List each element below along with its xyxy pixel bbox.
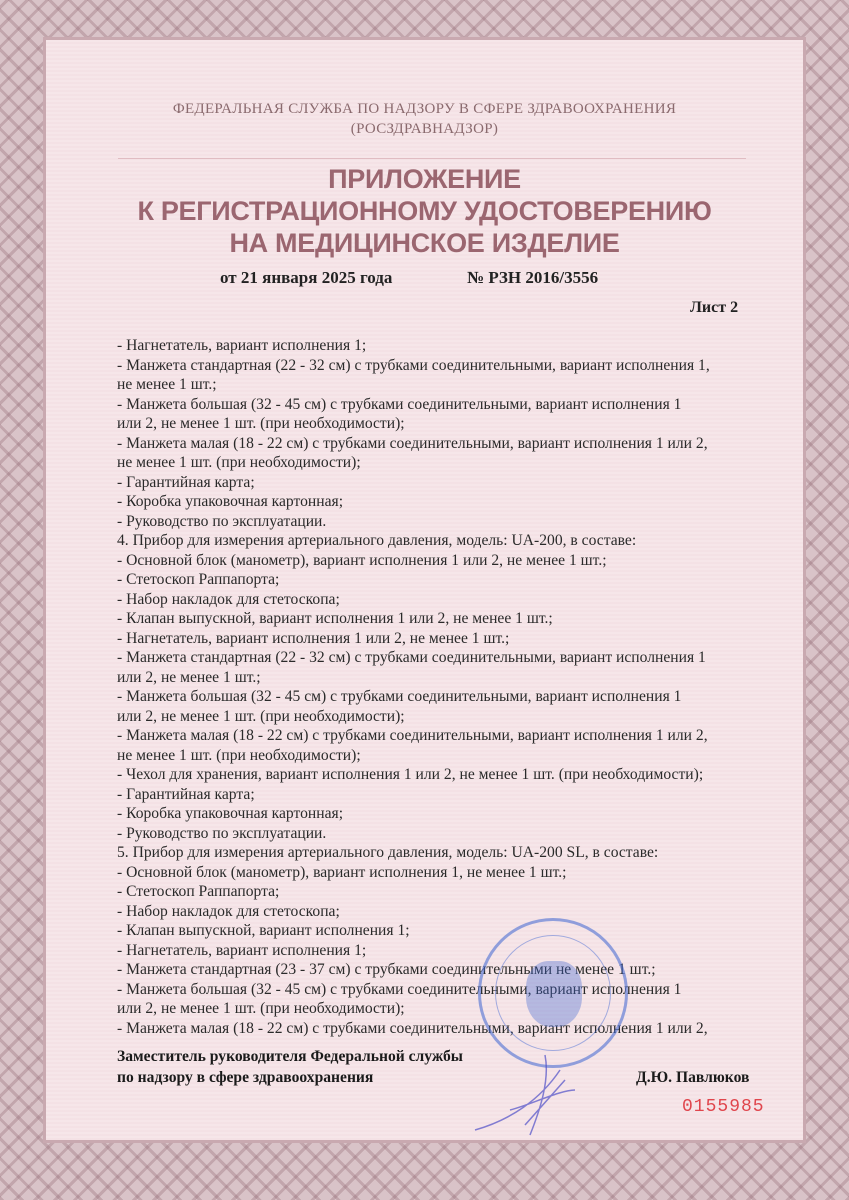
body-line: - Манжета стандартная (22 - 32 см) с трубками соединительными, вариант исполнения 1, <box>117 356 710 374</box>
document-title-line2: К РЕГИСТРАЦИОННОМУ УДОСТОВЕРЕНИЮ <box>137 196 712 226</box>
body-line: - Манжета малая (18 - 22 см) с трубками соединительными, вариант исполнения 1 или 2, <box>117 434 708 452</box>
signer-name: Д.Ю. Павлюков <box>636 1069 750 1086</box>
divider <box>118 158 746 159</box>
body-line: - Основной блок (манометр), вариант исполнения 1, не менее 1 шт.; <box>117 863 567 881</box>
body-line: - Нагнетатель, вариант исполнения 1 или 2, не менее 1 шт.; <box>117 629 510 647</box>
signer-title: Заместитель руководителя Федеральной службы <box>117 1048 463 1065</box>
agency-name: ФЕДЕРАЛЬНАЯ СЛУЖБА ПО НАДЗОРУ В СФЕРЕ ЗДРАВООХРАНЕНИЯ <box>172 101 677 117</box>
document-body <box>117 336 710 1038</box>
body-line: или 2, не менее 1 шт. (при необходимости); <box>117 1000 405 1017</box>
agency-abbreviation: (РОСЗДРАВНАДЗОР) <box>350 121 499 137</box>
sheet-number: Лист 2 <box>690 299 739 316</box>
body-line: - Коробка упаковочная картонная; <box>117 493 344 510</box>
serial-number: 0155985 <box>682 1097 765 1117</box>
document-title: ПРИЛОЖЕНИЕ <box>328 164 521 194</box>
body-line: - Гарантийная карта; <box>117 473 255 491</box>
body-line: не менее 1 шт. (при необходимости); <box>117 746 361 764</box>
body-line: - Манжета стандартная (23 - 37 см) с трубками соединительными не менее 1 шт.; <box>117 961 656 978</box>
body-line: - Манжета малая (18 - 22 см) с трубками соединительными, вариант исполнения 1 или 2, <box>117 1019 708 1037</box>
body-line: - Коробка упаковочная картонная; <box>117 805 344 822</box>
body-line: или 2, не менее 1 шт.; <box>117 668 261 686</box>
body-line: - Манжета стандартная (22 - 32 см) с трубками соединительными, вариант исполнения 1 <box>117 649 706 666</box>
body-line: - Клапан выпускной, вариант исполнения 1 или 2, не менее 1 шт.; <box>117 610 553 627</box>
body-line: - Набор накладок для стетоскопа; <box>117 590 340 608</box>
body-line: - Манжета большая (32 - 45 см) с трубками соединительными, вариант исполнения 1 <box>117 980 682 998</box>
body-line: 5. Прибор для измерения артериального давления, модель: UA-200 SL, в составе: <box>117 844 659 861</box>
issue-date: от 21 января 2025 года <box>220 268 393 287</box>
body-line: - Чехол для хранения, вариант исполнения 1 или 2, не менее 1 шт. (при необходимости); <box>117 766 704 783</box>
body-line: не менее 1 шт. (при необходимости); <box>117 454 361 471</box>
signer-title-line2: по надзору в сфере здравоохранения <box>117 1069 374 1086</box>
registration-number: № РЗН 2016/3556 <box>467 268 599 287</box>
body-line: - Манжета большая (32 - 45 см) с трубками соединительными, вариант исполнения 1 <box>117 395 682 413</box>
body-line: - Основной блок (манометр), вариант исполнения 1 или 2, не менее 1 шт.; <box>117 551 607 569</box>
body-line: - Манжета большая (32 - 45 см) с трубками соединительными, вариант исполнения 1 <box>117 688 682 705</box>
body-line: - Клапан выпускной, вариант исполнения 1; <box>117 922 410 939</box>
body-line: - Манжета малая (18 - 22 см) с трубками соединительными, вариант исполнения 1 или 2, <box>117 727 708 744</box>
body-line: - Гарантийная карта; <box>117 785 255 803</box>
body-line: - Руководство по эксплуатации. <box>117 512 327 530</box>
body-line: - Стетоскоп Раппапорта; <box>117 571 280 588</box>
body-line: 4. Прибор для измерения артериального давления, модель: UA-200, в составе: <box>117 532 637 549</box>
body-line: - Набор накладок для стетоскопа; <box>117 902 340 920</box>
official-seal-stamp <box>478 918 628 1068</box>
body-line: - Стетоскоп Раппапорта; <box>117 883 280 900</box>
body-line: или 2, не менее 1 шт. (при необходимости); <box>117 707 405 725</box>
body-line: - Руководство по эксплуатации. <box>117 824 327 842</box>
body-line: - Нагнетатель, вариант исполнения 1; <box>117 941 367 959</box>
document-title-line3: НА МЕДИЦИНСКОЕ ИЗДЕЛИЕ <box>229 228 620 258</box>
handwritten-signature <box>470 1050 580 1140</box>
body-line: не менее 1 шт.; <box>117 376 217 393</box>
body-line: - Нагнетатель, вариант исполнения 1; <box>117 337 367 354</box>
body-line: или 2, не менее 1 шт. (при необходимости); <box>117 415 405 432</box>
